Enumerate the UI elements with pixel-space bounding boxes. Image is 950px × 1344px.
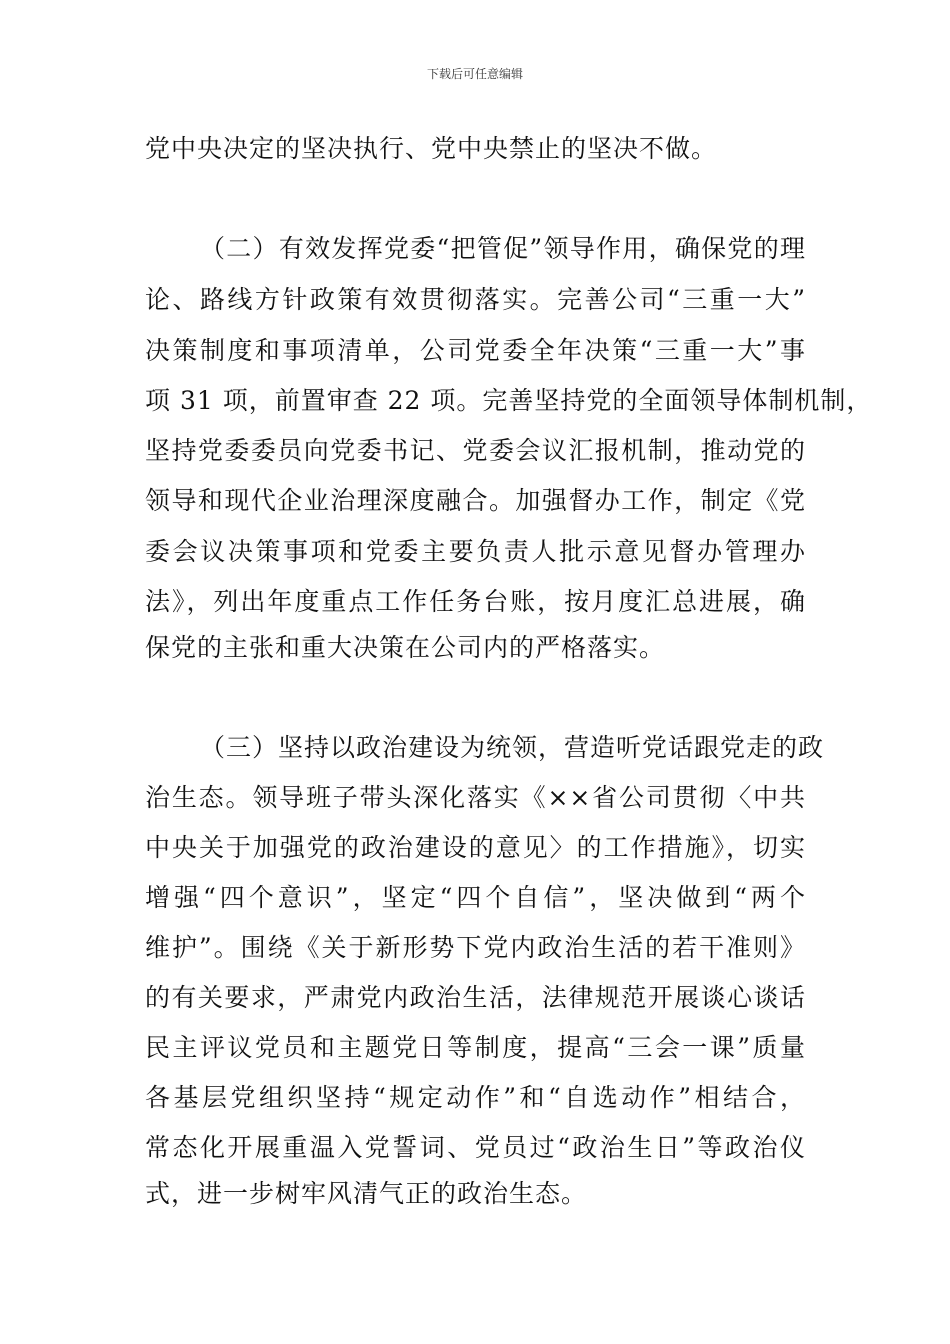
paragraph-3-line-5: 维护”。围绕《关于新形势下党内政治生活的若干准则》 bbox=[145, 933, 806, 962]
paragraph-3-line-3: 中央关于加强党的政治建设的意见〉的工作措施》，切实 bbox=[145, 833, 806, 862]
paragraph-3-line-2: 治生态。领导班子带头深化落实《××省公司贯彻〈中共 bbox=[145, 783, 806, 812]
paragraph-2-line-2: 论、路线方针政策有效贯彻落实。完善公司“三重一大” bbox=[145, 285, 806, 314]
paragraph-3-line-7: 民主评议党员和主题党日等制度，提高“三会一课”质量 bbox=[145, 1033, 806, 1062]
paragraph-2-line-1: （二）有效发挥党委“把管促”领导作用，确保党的理 bbox=[200, 234, 806, 263]
paragraph-3-line-6: 的有关要求，严肃党内政治生活，法律规范开展谈心谈话 bbox=[145, 983, 806, 1012]
paragraph-2-line-3: 决策制度和事项清单，公司党委全年决策“三重一大”事 bbox=[145, 336, 806, 365]
paragraph-3-line-10: 式，进一步树牢风清气正的政治生态。 bbox=[145, 1179, 588, 1208]
paragraph-3-line-4: 增强“四个意识”，坚定“四个自信”，坚决做到“两个 bbox=[145, 883, 806, 912]
paragraph-1-line-1: 党中央决定的坚决执行、党中央禁止的坚决不做。 bbox=[145, 134, 718, 163]
page-header: 下载后可任意编辑 bbox=[426, 67, 523, 81]
paragraph-3-line-8: 各基层党组织坚持“规定动作”和“自选动作”相结合， bbox=[145, 1083, 806, 1112]
paragraph-2-line-9: 保党的主张和重大决策在公司内的严格落实。 bbox=[145, 633, 666, 662]
paragraph-2-line-7: 委会议决策事项和党委主要负责人批示意见督办管理办 bbox=[145, 537, 806, 566]
paragraph-3-line-1: （三）坚持以政治建设为统领，营造听党话跟党走的政 bbox=[200, 733, 825, 762]
paragraph-2-line-4: 项 31 项，前置审查 22 项。完善坚持党的全面领导体制机制， bbox=[145, 386, 873, 415]
paragraph-3-line-9: 常态化开展重温入党誓词、党员过“政治生日”等政治仪 bbox=[145, 1133, 806, 1162]
paragraph-2-line-5: 坚持党委委员向党委书记、党委会议汇报机制，推动党的 bbox=[145, 436, 806, 465]
paragraph-2-line-6: 领导和现代企业治理深度融合。加强督办工作，制定《党 bbox=[145, 486, 806, 515]
paragraph-2-line-8: 法》，列出年度重点工作任务台账，按月度汇总进展，确 bbox=[145, 587, 806, 616]
